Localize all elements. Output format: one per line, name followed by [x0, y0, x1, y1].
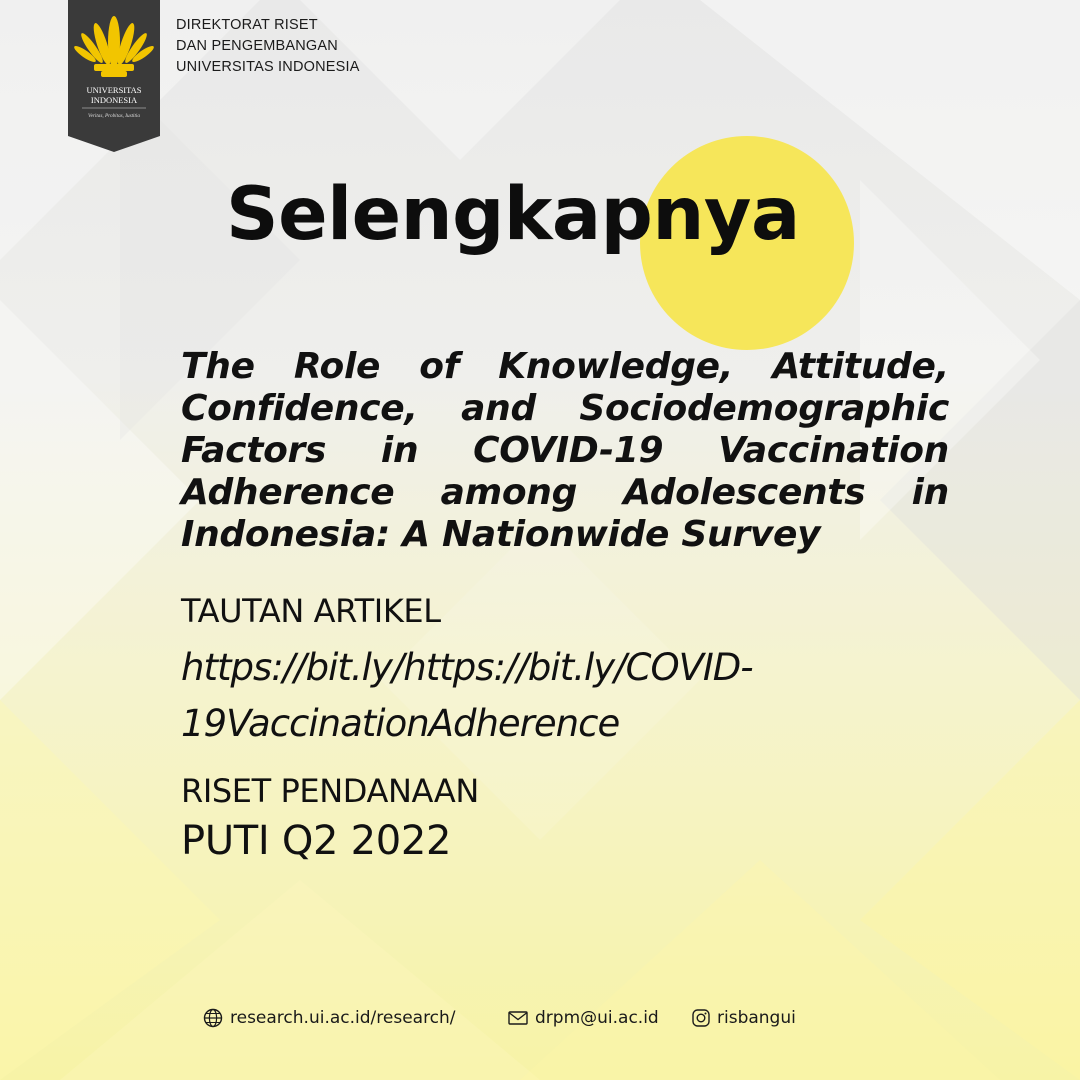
article-link-label: TAUTAN ARTIKEL: [181, 592, 441, 630]
footer-website-text[interactable]: research.ui.ac.id/research/: [230, 1008, 456, 1028]
globe-icon: [203, 1008, 223, 1028]
footer-email[interactable]: [508, 1008, 659, 1028]
article-link-line1[interactable]: https://bit.ly/https://bit.ly/COVID-: [181, 646, 753, 689]
article-link[interactable]: [181, 640, 881, 752]
footer-email-text[interactable]: drpm@ui.ac.id: [535, 1008, 659, 1028]
organization-name: [176, 15, 360, 78]
footer: [0, 1008, 1080, 1034]
funding-value: PUTI Q2 2022: [181, 818, 452, 864]
org-line-2: DAN PENGEMBANGAN: [176, 38, 338, 54]
article-title: The Role of Knowledge, Attitude, Confidence, and Sociodemographic Factors in COVID-19 Vaccination Adherence among Adolescents in Indonesia: A Nationwide Survey: [181, 346, 949, 555]
org-line-1: DIREKTORAT RISET: [176, 17, 318, 33]
footer-website[interactable]: [203, 1008, 456, 1028]
logo-name-line1: UNIVERSITAS: [86, 85, 142, 95]
footer-instagram[interactable]: [692, 1008, 796, 1028]
mail-icon: [508, 1010, 528, 1026]
logo-name-line2: INDONESIA: [90, 95, 138, 105]
headline: Selengkapnya: [226, 172, 800, 257]
instagram-icon: [692, 1009, 710, 1027]
org-line-3: UNIVERSITAS INDONESIA: [176, 59, 360, 75]
university-logo: [68, 0, 160, 152]
article-link-line2[interactable]: 19VaccinationAdherence: [181, 702, 620, 745]
logo-motto: Veritas, Probitas, Iustitia: [88, 113, 140, 119]
footer-instagram-text[interactable]: risbangui: [717, 1008, 796, 1028]
funding-label: RISET PENDANAAN: [181, 772, 479, 810]
